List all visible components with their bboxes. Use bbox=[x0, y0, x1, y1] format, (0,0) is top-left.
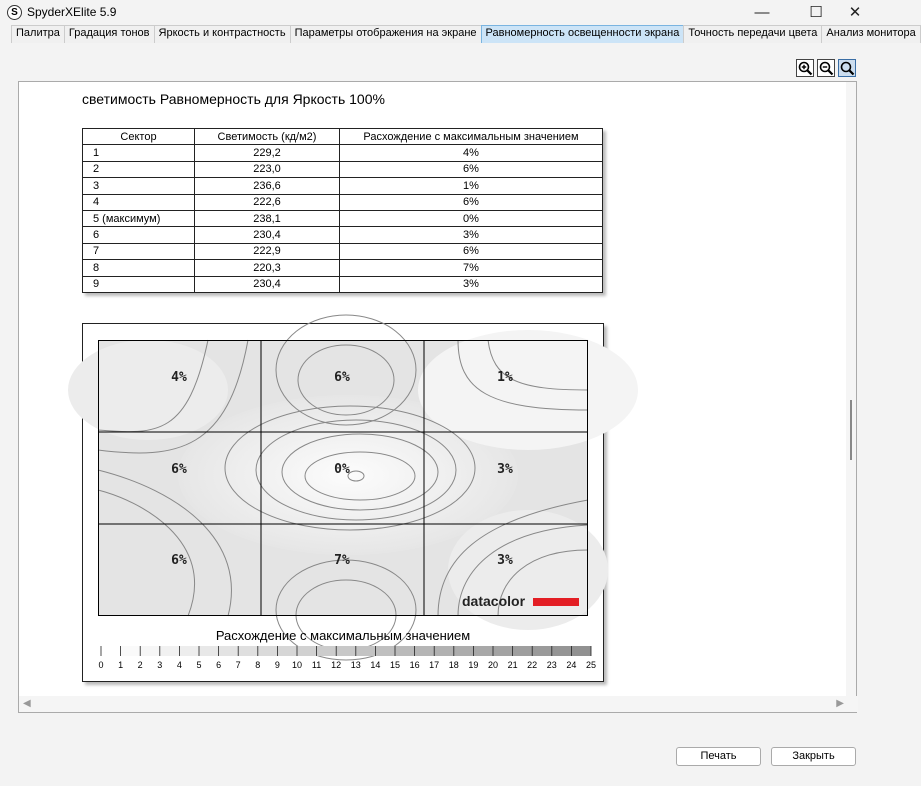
scale-label: 12 bbox=[331, 660, 342, 670]
scale-label: 21 bbox=[507, 660, 518, 670]
deviation-cell: 6% bbox=[340, 194, 603, 210]
scale-swatch bbox=[375, 646, 395, 656]
scale-swatch bbox=[513, 646, 533, 656]
scale-label: 17 bbox=[429, 660, 440, 670]
table-row bbox=[83, 243, 603, 259]
scale-swatch bbox=[336, 646, 356, 656]
scale-label: 10 bbox=[291, 660, 302, 670]
scale-swatch bbox=[473, 646, 493, 656]
scale-label: 5 bbox=[196, 660, 202, 670]
deviation-cell: 4% bbox=[340, 145, 603, 161]
close-window-button[interactable]: ✕ bbox=[848, 4, 862, 21]
luminance-cell: 223,0 bbox=[195, 161, 340, 177]
maximize-button[interactable]: ☐ bbox=[809, 4, 823, 21]
deviation-cell: 7% bbox=[340, 260, 603, 276]
scale-swatch bbox=[219, 646, 239, 656]
luminance-cell: 222,6 bbox=[195, 194, 340, 210]
sector-cell: 1 bbox=[83, 145, 195, 161]
deviation-scale bbox=[99, 644, 591, 658]
minimize-button[interactable]: — bbox=[754, 4, 770, 21]
horizontal-scrollbar[interactable] bbox=[19, 696, 858, 712]
scale-label: 15 bbox=[389, 660, 400, 670]
tab-5[interactable]: Точность передачи цвета bbox=[683, 25, 822, 43]
tab-2[interactable]: Яркость и контрастность bbox=[154, 25, 291, 43]
map-cell-label: 4% bbox=[171, 370, 187, 385]
scale-swatch bbox=[258, 646, 278, 656]
uniformity-table bbox=[82, 128, 603, 293]
close-button[interactable]: Закрыть bbox=[771, 747, 856, 766]
sector-cell: 9 bbox=[83, 276, 195, 292]
scale-label: 3 bbox=[157, 660, 163, 670]
report-page bbox=[19, 82, 848, 697]
luminance-cell: 238,1 bbox=[195, 210, 340, 226]
map-cell-label: 3% bbox=[497, 553, 513, 568]
uniformity-map-panel bbox=[82, 323, 604, 682]
scale-label: 6 bbox=[216, 660, 222, 670]
scale-swatch bbox=[121, 646, 141, 656]
table-row bbox=[83, 260, 603, 276]
scale-label: 9 bbox=[274, 660, 280, 670]
vertical-scrollbar[interactable] bbox=[846, 82, 856, 697]
map-cell-label: 6% bbox=[171, 462, 187, 477]
scale-label: 19 bbox=[468, 660, 479, 670]
deviation-cell: 6% bbox=[340, 243, 603, 259]
scale-swatch bbox=[179, 646, 199, 656]
zoom-in-icon[interactable] bbox=[796, 59, 814, 77]
uniformity-map bbox=[98, 340, 588, 616]
sector-cell: 6 bbox=[83, 227, 195, 243]
table-row bbox=[83, 210, 603, 226]
scale-label: 0 bbox=[98, 660, 104, 670]
deviation-cell: 3% bbox=[340, 276, 603, 292]
sector-cell: 3 bbox=[83, 178, 195, 194]
deviation-cell: 3% bbox=[340, 227, 603, 243]
header-deviation: Расхождение с максимальным значением bbox=[340, 129, 603, 145]
scale-swatch bbox=[415, 646, 435, 656]
scale-label: 22 bbox=[527, 660, 538, 670]
table-row bbox=[83, 145, 603, 161]
scale-swatch bbox=[493, 646, 513, 656]
scale-label: 2 bbox=[137, 660, 143, 670]
tab-6[interactable]: Анализ монитора bbox=[821, 25, 920, 43]
tab-3[interactable]: Параметры отображения на экране bbox=[290, 25, 482, 43]
scale-swatch bbox=[532, 646, 552, 656]
luminance-cell: 230,4 bbox=[195, 227, 340, 243]
sector-cell: 8 bbox=[83, 260, 195, 276]
scale-label: 11 bbox=[311, 660, 322, 670]
scale-labels bbox=[83, 660, 603, 672]
scale-label: 18 bbox=[448, 660, 459, 670]
map-cell-label: 0% bbox=[334, 462, 350, 477]
tab-4[interactable]: Равномерность освещенности экрана bbox=[481, 25, 685, 43]
scale-swatch bbox=[317, 646, 337, 656]
scale-swatch bbox=[277, 646, 297, 656]
tab-bar bbox=[11, 25, 916, 43]
tab-1[interactable]: Градация тонов bbox=[64, 25, 155, 43]
scale-swatch bbox=[101, 646, 121, 656]
app-icon: S bbox=[7, 5, 22, 20]
scale-swatch bbox=[434, 646, 454, 656]
scale-swatch bbox=[571, 646, 591, 656]
deviation-cell: 0% bbox=[340, 210, 603, 226]
luminance-cell: 220,3 bbox=[195, 260, 340, 276]
datacolor-logo: datacolor bbox=[462, 593, 526, 609]
scale-swatch bbox=[199, 646, 219, 656]
scroll-right-icon[interactable]: ▶ bbox=[836, 698, 844, 709]
header-sector: Сектор bbox=[83, 129, 195, 145]
scale-label: 1 bbox=[118, 660, 124, 670]
tab-0[interactable]: Палитра bbox=[11, 25, 65, 43]
scale-swatch bbox=[454, 646, 474, 656]
scroll-left-icon[interactable]: ◀ bbox=[23, 698, 31, 709]
scale-label: 4 bbox=[176, 660, 182, 670]
luminance-cell: 236,6 bbox=[195, 178, 340, 194]
scale-label: 20 bbox=[487, 660, 498, 670]
zoom-fit-icon[interactable] bbox=[838, 59, 856, 77]
header-luminance: Светимость (кд/м2) bbox=[195, 129, 340, 145]
map-cell-label: 6% bbox=[334, 370, 350, 385]
luminance-cell: 229,2 bbox=[195, 145, 340, 161]
scale-swatch bbox=[297, 646, 317, 656]
table-row bbox=[83, 276, 603, 292]
table-header-row bbox=[83, 129, 603, 145]
datacolor-logo-bar bbox=[533, 598, 579, 606]
vertical-scroll-thumb[interactable] bbox=[850, 400, 852, 460]
scale-label: 23 bbox=[546, 660, 557, 670]
zoom-out-icon[interactable] bbox=[817, 59, 835, 77]
sector-cell: 5 (максимум) bbox=[83, 210, 195, 226]
map-cell-label: 1% bbox=[497, 370, 513, 385]
map-cell-label: 6% bbox=[171, 553, 187, 568]
deviation-cell: 1% bbox=[340, 178, 603, 194]
sector-cell: 7 bbox=[83, 243, 195, 259]
table-row bbox=[83, 194, 603, 210]
luminance-cell: 222,9 bbox=[195, 243, 340, 259]
scale-swatch bbox=[552, 646, 572, 656]
table-row bbox=[83, 161, 603, 177]
report-heading: светимость Равномерность для Яркость 100% bbox=[82, 91, 385, 107]
window-title: SpyderXElite 5.9 bbox=[27, 5, 117, 19]
title-bar bbox=[0, 0, 877, 25]
scale-label: 25 bbox=[585, 660, 596, 670]
print-button[interactable]: Печать bbox=[676, 747, 761, 766]
map-cell-label: 3% bbox=[497, 462, 513, 477]
scale-swatch bbox=[140, 646, 160, 656]
scale-label: 13 bbox=[350, 660, 361, 670]
scale-swatch bbox=[160, 646, 180, 656]
scale-label: 24 bbox=[566, 660, 577, 670]
deviation-cell: 6% bbox=[340, 161, 603, 177]
sector-cell: 2 bbox=[83, 161, 195, 177]
scale-swatch bbox=[395, 646, 415, 656]
table-row bbox=[83, 178, 603, 194]
report-viewer[interactable] bbox=[18, 81, 857, 713]
legend-title: Расхождение с максимальным значением bbox=[215, 628, 471, 643]
scale-label: 14 bbox=[370, 660, 381, 670]
map-cell-label: 7% bbox=[334, 553, 350, 568]
table-row bbox=[83, 227, 603, 243]
luminance-cell: 230,4 bbox=[195, 276, 340, 292]
scale-swatch bbox=[238, 646, 258, 656]
scale-label: 16 bbox=[409, 660, 420, 670]
scale-label: 8 bbox=[255, 660, 261, 670]
scale-label: 7 bbox=[235, 660, 241, 670]
scale-swatch bbox=[356, 646, 376, 656]
sector-cell: 4 bbox=[83, 194, 195, 210]
